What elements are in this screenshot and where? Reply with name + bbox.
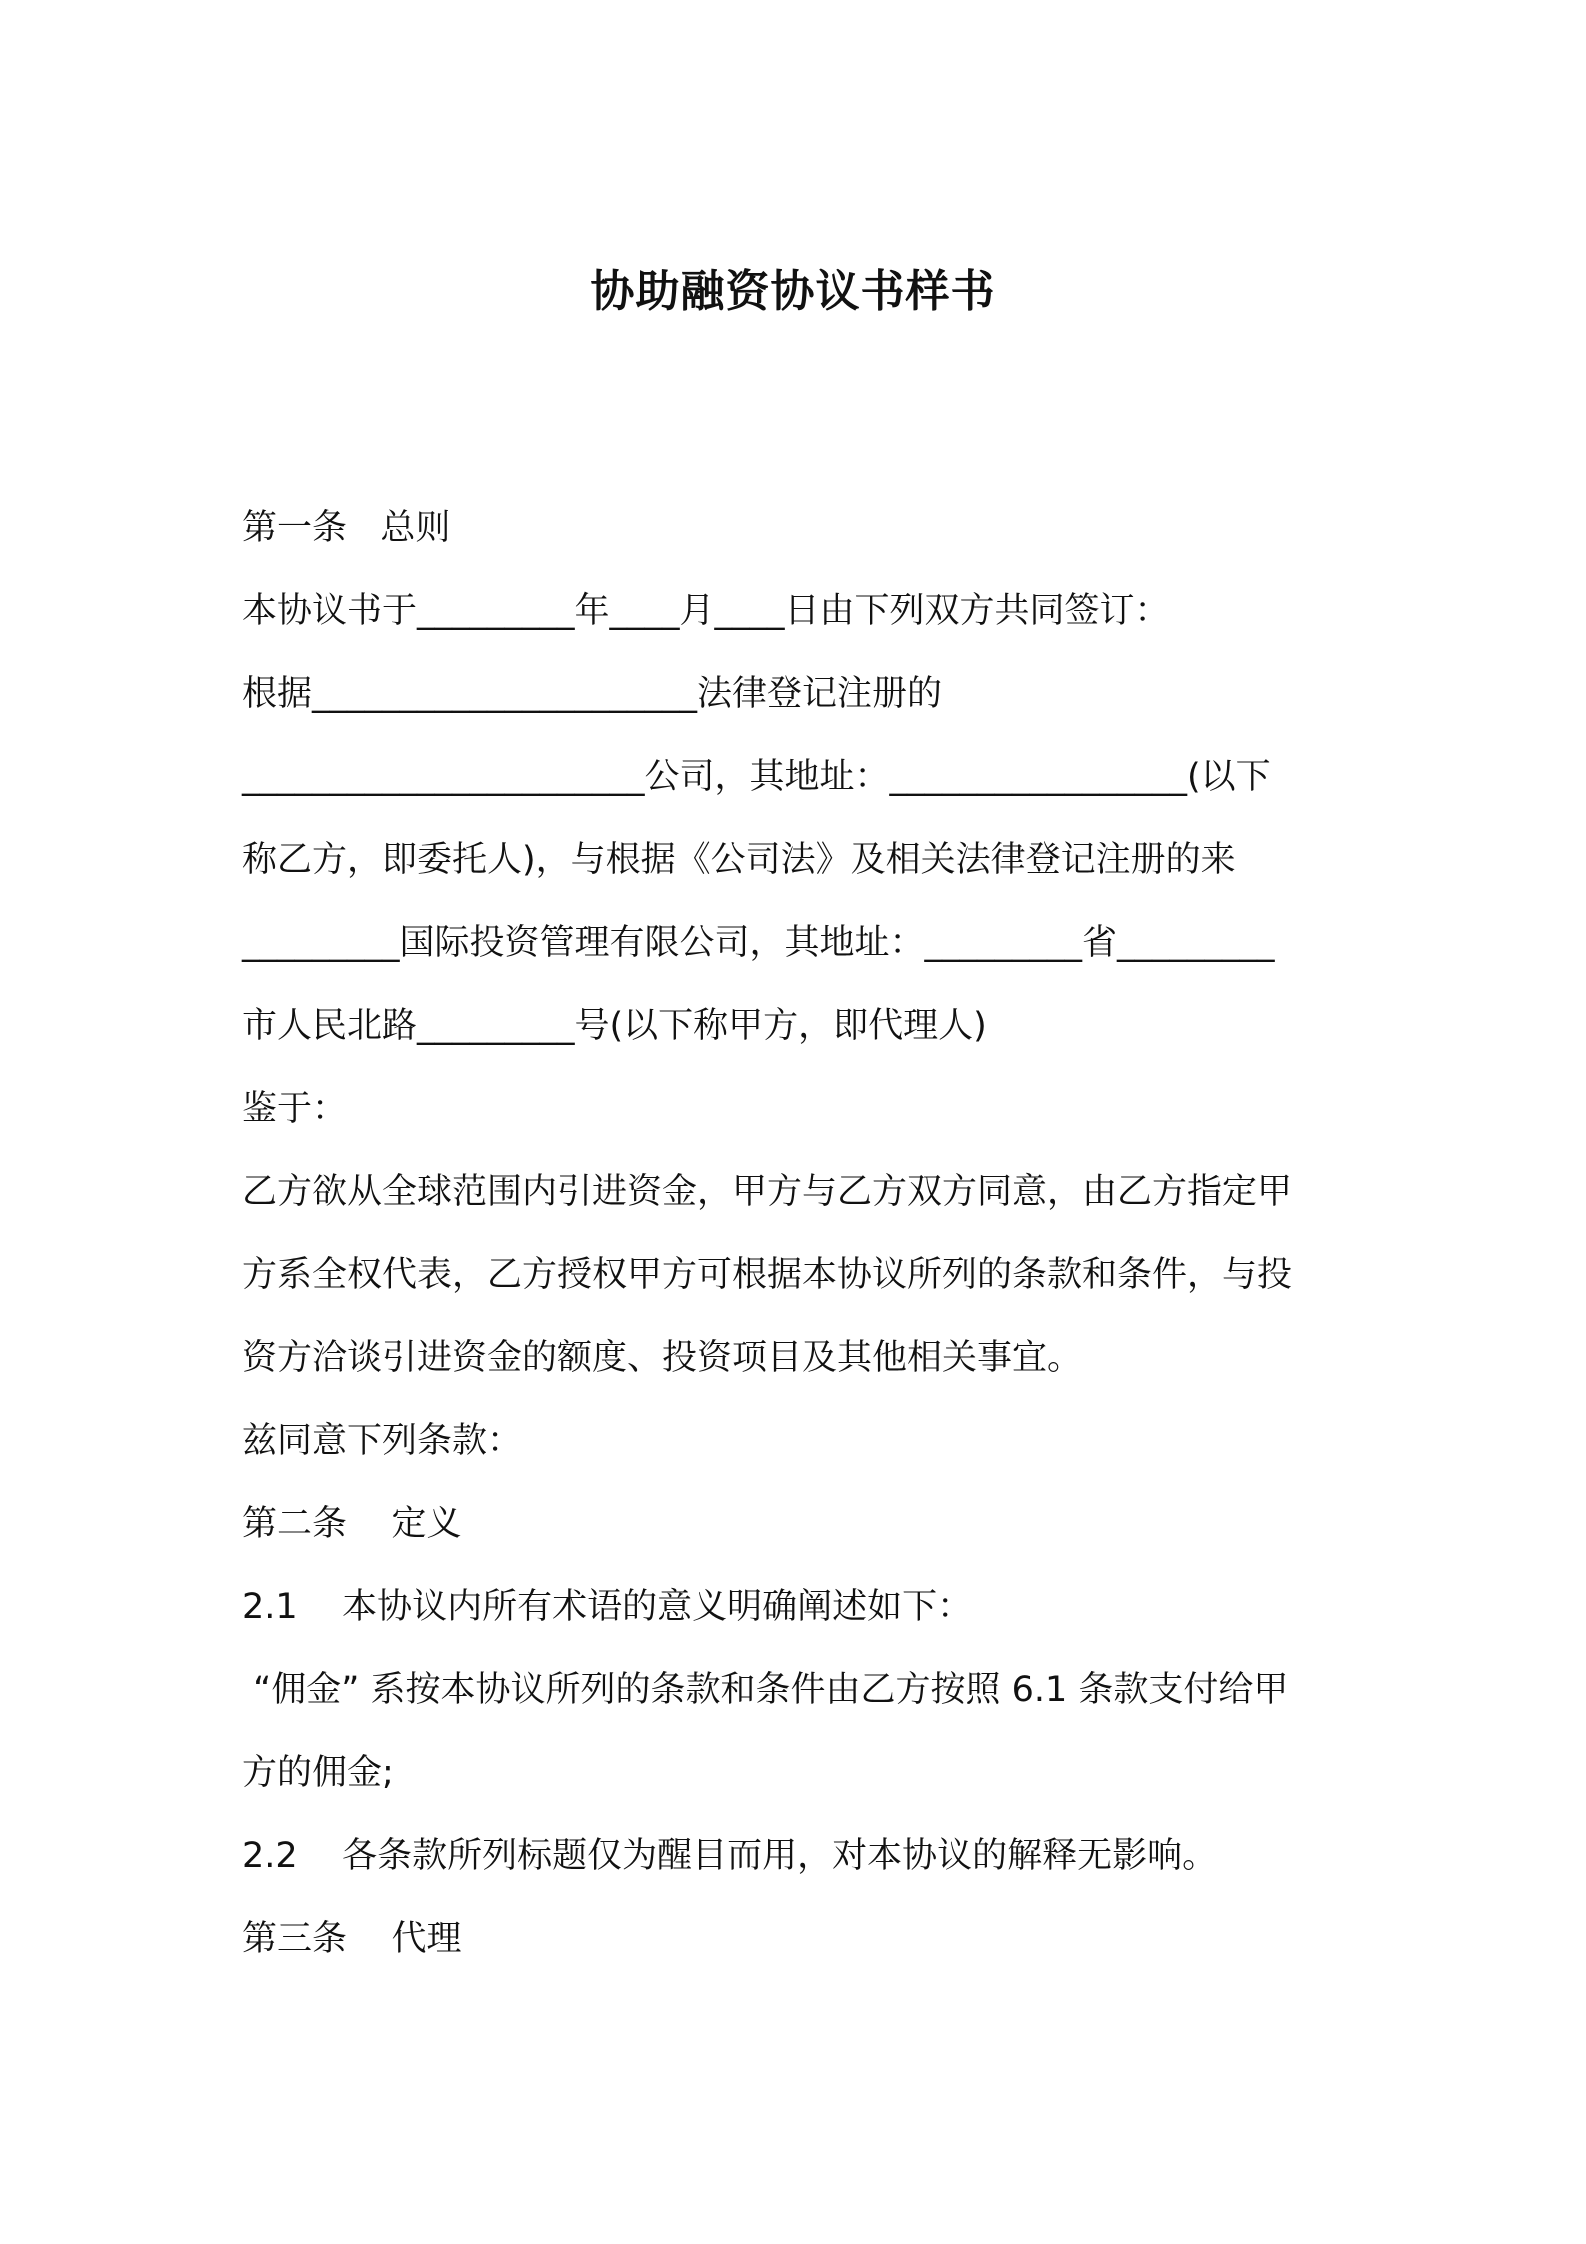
paragraph-line: 称乙方，即委托人)，与根据《公司法》及相关法律登记注册的来 — [242, 840, 1236, 880]
paragraph-line: 鉴于： — [242, 1089, 348, 1129]
paragraph-line: “佣金” 系按本协议所列的条款和条件由乙方按照 6.1 条款支付给甲 — [242, 1670, 1289, 1710]
paragraph-line: 兹同意下列条款： — [242, 1421, 523, 1461]
paragraph-line: 方的佣金; — [242, 1753, 394, 1793]
paragraph-line: 资方洽谈引进资金的额度、投资项目及其他相关事宜。 — [242, 1338, 1083, 1378]
paragraph-line: _________国际投资管理有限公司，其地址：_________省_________ — [242, 923, 1275, 963]
paragraph-line: 根据______________________法律登记注册的 — [242, 674, 943, 714]
paragraph-line: 方系全权代表，乙方授权甲方可根据本协议所列的条款和条件，与投 — [242, 1255, 1293, 1295]
section-heading-general: 第一条 总则 — [242, 508, 451, 548]
clause-line: 2.2 各条款所列标题仅为醒目而用，对本协议的解释无影响。 — [242, 1836, 1218, 1876]
document-title: 协助融资协议书样书 — [590, 266, 996, 317]
paragraph-line: _______________________公司，其地址：_________________(以下 — [242, 757, 1271, 797]
paragraph-line: 本协议书于_________年____月____日由下列双方共同签订： — [242, 591, 1170, 631]
paragraph-line: 市人民北路_________号(以下称甲方，即代理人) — [242, 1006, 987, 1046]
paragraph-line: 乙方欲从全球范围内引进资金，甲方与乙方双方同意，由乙方指定甲 — [242, 1172, 1293, 1212]
section-heading-definitions: 第二条 定义 — [242, 1504, 462, 1544]
clause-line: 2.1 本协议内所有术语的意义明确阐述如下： — [242, 1587, 973, 1627]
section-heading-agency: 第三条 代理 — [242, 1919, 462, 1959]
